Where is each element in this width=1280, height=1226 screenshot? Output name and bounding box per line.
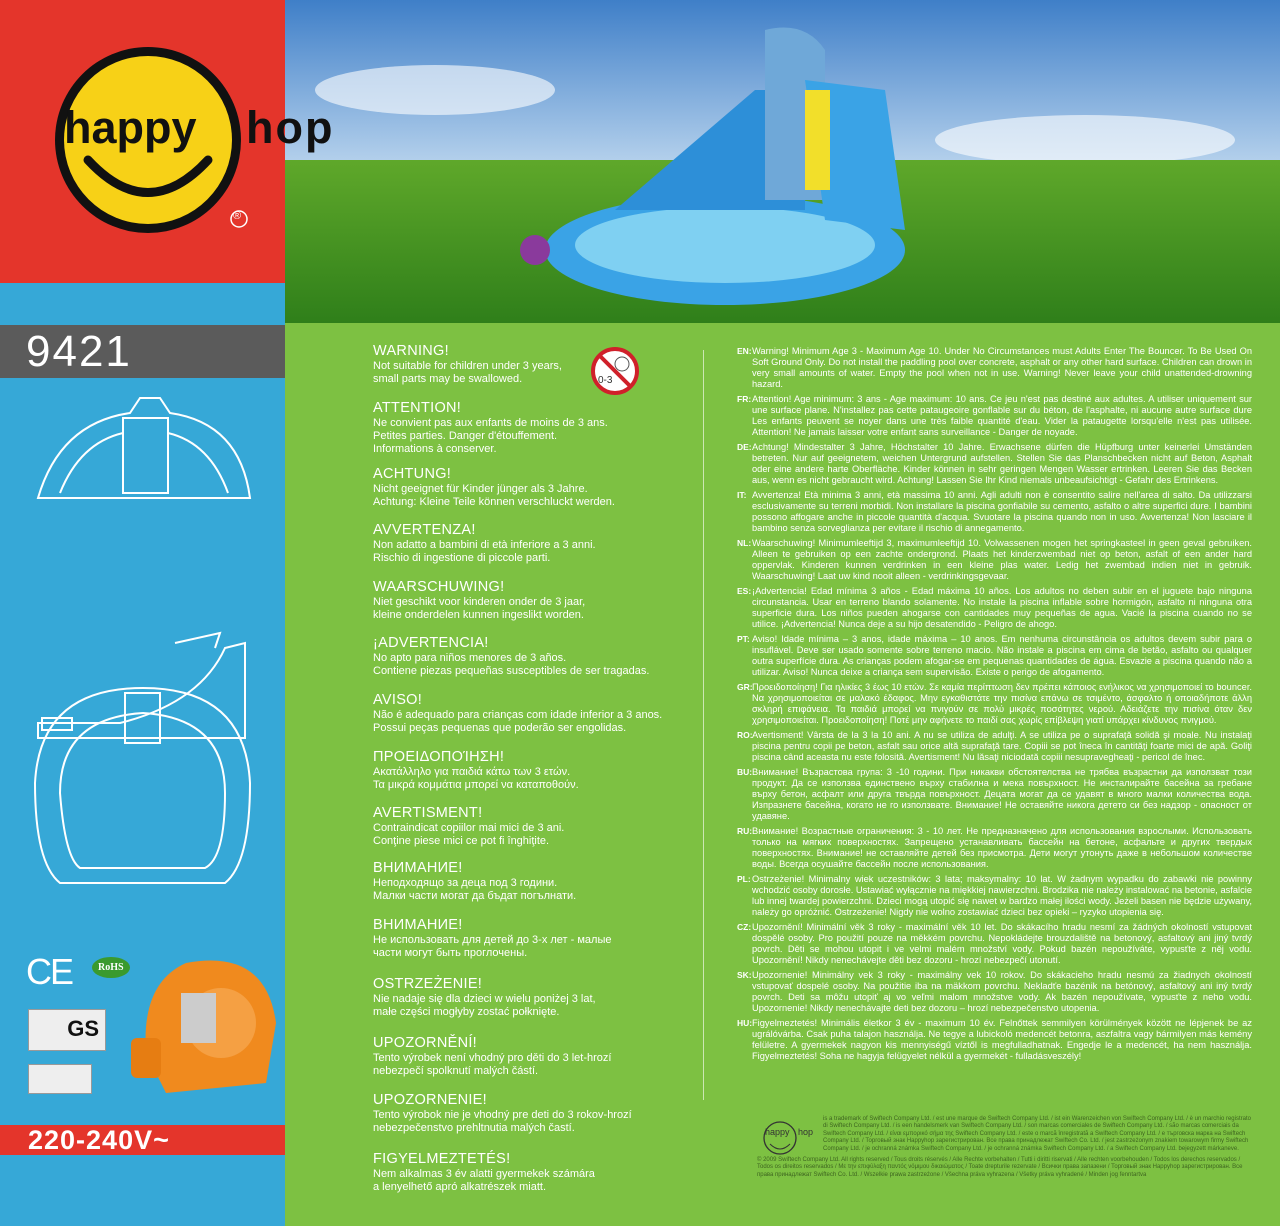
column-divider <box>703 350 704 1100</box>
trademark-notice: is a trademark of Swiftech Company Ltd. / est une marque de Swiftech Company Ltd. / ist ein Warenzeichen von Swiftech Company Ltd. / è un marchio registrato di Swiftech Company Ltd. / is een handelsmerk van Swiftech Company Ltd. / son marcas comerciales de Swiftech Company Ltd. / são marcas comerciais da Swiftech Company Ltd. / είναι εμπορικό σήμα της Swiftech Company Ltd. / este o marcă înregistrată a Swiftech Company Ltd. / е търговска марка на Swiftech Company Ltd. / Торговый знак Happyhop зарегистрирован. Все права принадлежат Swiftech Co. Ltd. / jest zastrzeżonym znakiem towarowym firmy Swiftech Company Ltd. / je ochranná známka Swiftech Company Ltd. / je ochranná známka Swiftech Company Ltd. / a Swiftech Company Ltd. bejegyzett márkaneve. <box>823 1116 1251 1152</box>
language-text: Figyelmeztetés! Minimális életkor 3 év - maximum 10 év. Felnőttek semmilyen körülmények között ne lépjenek be az ugrálóvárba. Csak puha talajon használja. Ne tegye a lubickoló medencét betonra, aszfaltra vagy bármilyen más kemény felületre. A gyermekek nagyon kis mennyiségű víztől is megfulladhatnak. Engedje le a medencét, ha nem használja. Figyelmeztetés! Soha ne hagyja felügyelet nélkül a gyermekét - fulladásveszély! <box>752 1018 1252 1061</box>
language-warning-sk <box>737 970 1252 1014</box>
copyright-notice: © 2009 Swiftech Company Ltd. All rights reserved / Tous droits réservés / Alle Rechte vorbehalten / Tutti i diritti riservati / Alle rechten voorbehouden / Todos los derechos reservados / Todos os direitos reservados / Με την επιφύλαξη παντός νόμιμου δικαιώματος / Toate drepturile rezervate / Всички права запазени / Торговый знак Happyhop зарегистрирован. Все права принадлежат Swiftech Co. Ltd. / Wszelkie prawa zastrzeżone / Všechna práva vyhrazena / Všetky práva vyhradené / Minden jog fenntartva <box>757 1157 1243 1178</box>
language-text: ¡Advertencia! Edad mínima 3 años - Edad máxima 10 años. Los adultos no deben subir en el juguete bajo ninguna circunstancia. Usar en terreno blando solamente. No instale la piscina inflable sobre hormigón, asfalto ni ninguna otra superficie dura. Los niños pueden ahogarse con cantidades muy pequeñas de agua. Vacié la piscina cuando no se utilice. ¡Advertencia! Nunca deje a su hijo desatendido - Peligro de ahogo. <box>752 586 1252 629</box>
product-photo <box>285 0 1280 323</box>
warning-block <box>373 1151 703 1194</box>
warning-line: Niet geschikt voor kinderen onder de 3 jaar, <box>373 596 586 608</box>
warning-line: Tento výrobek není vhodný pro děti do 3 let-hrozí <box>373 1052 612 1064</box>
warning-line: Contiene piezas pequeñas susceptibles de ser tragadas. <box>373 665 650 677</box>
language-text: Attention! Age minimum: 3 ans - Age maximum: 10 ans. Ce jeu n'est pas destiné aux adultes. A utiliser uniquement sur une surface plane. N'installez pas cette pataugeoire gonflable sur du béton, de l'asphalte, ni aucune autre surface dure Les enfants peuvent se noyer dans une très faible quantité d'eau. Vider la pataugette lorsqu'elle n'est pas utilisée. Attention! Ne jamais laisser votre enfant sans surveillance - Danger de noyade. <box>752 394 1252 437</box>
warning-line: kleine onderdelen kunnen ingeslikt worden. <box>373 609 584 621</box>
language-code: SK: <box>737 970 752 980</box>
warning-title: ATTENTION! <box>373 400 462 416</box>
warning-title: OSTRZEŻENIE! <box>373 976 483 992</box>
language-warning-it <box>737 490 1252 534</box>
warning-block <box>373 579 703 622</box>
language-text: Внимание! Възрастова група: 3 -10 години. При никакви обстоятелства не трябва възрастни да използват този продукт. Да се използва единствено върху стабилна и мека повърхност. Не инсталирайте басейна за гребане върху бетон, асфалт или друга твърда повърхност. Децата могат да се удавят в много малки количества вода. Изпразнете басейна, когато не го използвате. Внимание! Не оставяйте никога детето си без надзор - опасност от удавяне. <box>752 767 1252 821</box>
warning-line: Petites parties. Danger d'étouffement. <box>373 430 558 442</box>
language-warning-pt <box>737 634 1252 678</box>
warning-line: nebezpečenstvo prehltnutia malých častí. <box>373 1122 575 1134</box>
warning-title: AVERTISMENT! <box>373 805 483 821</box>
warning-title: AVISO! <box>373 692 423 708</box>
tuv-badge <box>28 1064 92 1094</box>
warning-title: WAARSCHUWING! <box>373 579 505 595</box>
warning-line: Possui peças pequenas que poderão ser engolidas. <box>373 722 627 734</box>
warning-block <box>373 976 703 1019</box>
language-warning-ru <box>737 826 1252 870</box>
warning-title: ΠΡΟΕΙΔΟΠΟΊΗΣΗ! <box>373 749 505 765</box>
warning-block <box>373 1035 703 1078</box>
warning-line: Nicht geeignet für Kinder jünger als 3 Jahre. <box>373 483 588 495</box>
warning-line: nebezpečí spolknutí malých částí. <box>373 1065 539 1077</box>
warning-block <box>373 749 703 792</box>
warning-block <box>373 860 703 903</box>
language-warning-gr <box>737 682 1252 726</box>
warning-line: small parts may be swallowed. <box>373 373 523 385</box>
warning-block <box>373 917 703 960</box>
product-outline-drawings <box>0 383 285 903</box>
detailed-warnings-list <box>737 346 1252 1062</box>
tuv-gs-badge <box>28 1009 106 1051</box>
language-code: IT: <box>737 490 747 500</box>
warning-title: UPOZORNENIE! <box>373 1092 487 1108</box>
warning-title: ¡ADVERTENCIA! <box>373 635 489 651</box>
language-code: HU: <box>737 1018 753 1028</box>
language-text: Aviso! Idade mínima – 3 anos, idade máxima – 10 anos. Em nenhuma circunstância os adultos devem subir para o insuflável. Deve ser usado somente sobre terreno macio. Não instale a piscina em cima de betão, asfalto ou qualquer outra superfície dura. As crianças podem afogar-se em pequenas quantidades de água. Esvazie a piscina quando não a utilizar. Aviso! Nunca deixe a criança sem supervisão. Existe o perigo de afogamento. <box>752 634 1252 677</box>
language-code: PT: <box>737 634 750 644</box>
footer-logo-text: happy <box>765 1127 790 1137</box>
language-text: Waarschuwing! Minimumleeftijd 3, maximumleeftijd 10. Volwassenen mogen het springkasteel in geen geval gebruiken. Alleen te gebruiken op een zachte ondergrond. Plaats het kinderzwembad niet op beton, asfalt of een ander hard oppervlak. Kinderen kunnen verdrinken in een kleine plas water. Ledig het zwembad indien niet in gebruik. Waarschuwing! Laat uw kind nooit alleen - verdrinkingsgevaar. <box>752 538 1252 581</box>
warning-title: ACHTUNG! <box>373 466 452 482</box>
warning-block <box>373 466 703 509</box>
model-number: 9421 <box>0 325 285 378</box>
language-warning-bu <box>737 767 1252 822</box>
ce-mark: CE <box>26 951 73 992</box>
warning-title: UPOZORNĚNÍ! <box>373 1035 477 1051</box>
voltage-label: 220-240V~ <box>0 1125 285 1155</box>
language-warning-nl <box>737 538 1252 582</box>
warning-line: Τα μικρά κομμάτια μπορεί να καταποθούν. <box>373 779 579 791</box>
language-code: CZ: <box>737 922 752 932</box>
warning-line: Tento výrobok nie je vhodný pre deti do 3 rokov-hrozí <box>373 1109 632 1121</box>
warning-line: małe części mogłyby zostać połknięte. <box>373 1006 560 1018</box>
language-text: Внимание! Возрастные ограничения: 3 - 10 лет. Не предназначено для использования взрослыми. Использовать только на мягких поверхностях. Запрещено устанавливать бассейн на бетоне, асфальте и других твердых поверхностях. Внимание! не оставляйте детей без присмотра. Дети могут утонуть даже в небольшом количестве воды. Всегда осушайте бассейн после использования. <box>752 826 1252 869</box>
language-warning-es <box>737 586 1252 630</box>
warning-title: ВНИМАНИЕ! <box>373 917 463 933</box>
language-code: DE: <box>737 442 752 452</box>
warning-title: ВНИМАНИЕ! <box>373 860 463 876</box>
brand-header <box>0 0 335 283</box>
warning-line: Informations à conserver. <box>373 443 497 455</box>
language-code: RU: <box>737 826 753 836</box>
language-text: Upozornenie! Minimálny vek 3 roky - maximálny vek 10 rokov. Do skákacieho hradu nesmú za žiadnych okolností vstupovať dospelé osoby. Na použitie iba na mäkkom povrchu. Nekladťe bazénik na betónový, asfaltový ani iný tvrdý povrch. Deti sa môžu utopiť aj vo veľmi malom množstve vody. Ak bazén nepoužívate, vypusťte z neho vodu. Upozornenie! Nikdy nenechávajte deti bez dozoru – hrozí nebezpečenstvo utopenia. <box>752 970 1252 1013</box>
warning-block <box>373 692 703 735</box>
warning-line: Nie nadaje się dla dzieci w wielu poniżej 3 lat, <box>373 993 596 1005</box>
language-warning-hu <box>737 1018 1252 1062</box>
warning-line: Não é adequado para crianças com idade inferior a 3 anos. <box>373 709 663 721</box>
language-code: NL: <box>737 538 752 548</box>
warning-line: Ne convient pas aux enfants de moins de 3 ans. <box>373 417 608 429</box>
warning-line: Малки части могат да бъдат погълнати. <box>373 890 577 902</box>
warning-block <box>373 805 703 848</box>
warning-line: Rischio di ingestione di piccole parti. <box>373 552 551 564</box>
language-text: Warning! Minimum Age 3 - Maximum Age 10. Under No Circumstances must Adults Enter The Bouncer. To Be Used On Soft Ground Only. Do not install the paddling pool over concrete, asphalt or any other hard surface. Children can drown in very small amounts of water. Empty the pool when not in use. Warning! Never leave your child unattended-drowning hazard. <box>752 346 1252 389</box>
footer-logo-text-hop: hop <box>798 1127 814 1137</box>
left-panel <box>0 283 285 1226</box>
warning-line: Conţine piese mici ce pot fi înghiţite. <box>373 835 550 847</box>
warning-line: части могут быть проглочены. <box>373 947 528 959</box>
warning-line: Nem alkalmas 3 év alatti gyermekek számára <box>373 1168 595 1180</box>
language-code: RO: <box>737 730 753 740</box>
side-view-drawing <box>38 633 245 738</box>
gs-mark: GS <box>67 1016 99 1041</box>
warning-line: Не использовать для детей до 3-х лет - малые <box>373 934 612 946</box>
warning-block <box>373 522 703 565</box>
brand-name-hop: hop <box>246 102 335 153</box>
language-code: FR: <box>737 394 752 404</box>
warning-line: No apto para niños menores de 3 años. <box>373 652 567 664</box>
warning-block <box>373 400 703 456</box>
language-text: Προειδοποίηση! Για ηλικίες 3 έως 10 ετών. Σε καμία περίπτωση δεν πρέπει κάποιος ενήλικος να χρησιμοποιεί το bouncer. Να χρησιμοποιείται σε μαλακό έδαφος. Μην εγκαθιστάτε την πισίνα επάνω σε τσιμέντο, άσφαλτο ή οποιαδήποτε άλλη σκληρή επιφάνεια. Τα παιδιά μπορεί να πνιγούν σε πολύ μικρές ποσότητες νερού. Αδειάζετε την πισίνα όταν δεν χρησιμοποιείται. Προειδοποίηση! Ποτέ μην αφήνετε το παιδί σας χωρίς επίβλεψη γιατί υπάρχει κίνδυνος πνιγμού. <box>752 682 1252 725</box>
language-text: Ostrzeżenie! Minimalny wiek uczestników: 3 lata; maksymalny: 10 lat. W żadnym wypadku do zabawki nie powinny wchodzić osoby dorosłe. Ustawiać wyłącznie na miękkiej nawierzchni. Brodzika nie należy instalować na betonie, asfalcie lub innej twardej powierzchni. Dzieci mogą utopić się nawet w bardzo małej ilości wody. Jeżeli basen nie będzie używany, należy go opróżnić. Ostrzeżenie! Nigdy nie wolno zostawiać dzieci bez opieki – ryzyko utopienia się. <box>752 874 1252 917</box>
language-code: EN: <box>737 346 752 356</box>
language-warning-en <box>737 346 1252 390</box>
language-code: BU: <box>737 767 753 777</box>
language-text: Upozornění! Minimální věk 3 roky - maximální věk 10 let. Do skákacího hradu nesmí za žádných okolností vstupovat dospělé osoby. Pro použití pouze na měkkém povrchu. Nepokládejte brouzdaliště na betonový, asfaltový ani jiný tvrdý povrch. Děti se mohou utopit i ve velmi malém množství vody. Pokud bazén nepoužíváte, vypusťte z něj vodu. Upozornění! Nikdy nenechávejte děti bez dozoru - hrozí nebezpečí utonutí. <box>752 922 1252 965</box>
language-warning-pl <box>737 874 1252 918</box>
warning-title: AVVERTENZA! <box>373 522 476 538</box>
language-warning-ro <box>737 730 1252 763</box>
warning-line: Non adatto a bambini di età inferiore a 3 anni. <box>373 539 596 551</box>
age-icon-label: 0-3 <box>598 375 613 386</box>
footer-fine-print <box>757 1116 1253 1179</box>
warning-title: FIGYELMEZTETÉS! <box>373 1151 511 1167</box>
warning-line: Неподходящо за деца под 3 години. <box>373 877 558 889</box>
air-blower-image <box>126 943 286 1113</box>
language-text: Avvertenza! Età minima 3 anni, età massima 10 anni. Agli adulti non è consentito salire nell'area di salto. Da utilizzarsi esclusivamente su terreni morbidi. Non installare la piscina gonfiabile su cemento, asfalto o altre superfici dure. I bambini possono affogare anche in piccole quantità d'acqua. Svuotare la piscina quando non in uso. Avvertenza! Non lasciare il bambino senza sorveglianza per evitare il rischio di annegamento. <box>752 490 1252 533</box>
brand-name-happy: happy <box>64 102 197 153</box>
front-view-drawing <box>38 398 250 498</box>
rohs-badge: RoHS <box>92 957 130 978</box>
warning-line: Contraindicat copiilor mai mici de 3 ani. <box>373 822 565 834</box>
language-warning-fr <box>737 394 1252 438</box>
language-code: ES: <box>737 586 752 596</box>
warning-title: WARNING! <box>373 343 449 359</box>
language-code: PL: <box>737 874 751 884</box>
warning-line: Not suitable for children under 3 years, <box>373 360 562 372</box>
warning-block <box>373 343 703 386</box>
warning-block <box>373 1092 703 1135</box>
registered-mark: ® <box>233 210 242 222</box>
warning-block <box>373 635 703 678</box>
language-code: GR: <box>737 682 753 692</box>
warning-line: Ακατάλληλο για παιδιά κάτω των 3 ετών. <box>373 766 571 778</box>
warning-line: a lenyelhető apró alkatrészek miatt. <box>373 1181 547 1193</box>
language-text: Achtung! Mindestalter 3 Jahre, Höchstalter 10 Jahre. Erwachsene dürfen die Hüpfburg unter keinerlei Umständen betreten. Nur auf geeignetem, weichen Untergrund aufstellen. Stellen Sie das Planschbecken nicht auf Beton, Asphalt oder eine andere harte Oberfläche. Kinder können in sehr geringen Mengen Wasser ertrinken. Leeren Sie das Becken aus, wenn es nicht gebraucht wird. Achtung! Lassen Sie Ihr Kind niemals unbeaufsichtigt - Gefahr des Ertrinkens. <box>752 442 1252 485</box>
language-warning-cz <box>737 922 1252 966</box>
language-warning-de <box>737 442 1252 486</box>
language-text: Avertisment! Vârsta de la 3 la 10 ani. A nu se utiliza de adulţi. A se utiliza pe o suprafaţă solidă şi moale. Nu instalaţi piscina pentru copii pe beton, asfalt sau orice altă suprafaţă tare. Copiii se pot îneca în cantităţi foarte mici de apă. Goliţi piscina când aceasta nu este folosită. Avertisment! Nu lăsaţi niciodată copiii nesupravegheaţi - pericol de înec. <box>752 730 1252 762</box>
warning-line: Achtung: Kleine Teile können verschluckt werden. <box>373 496 615 508</box>
